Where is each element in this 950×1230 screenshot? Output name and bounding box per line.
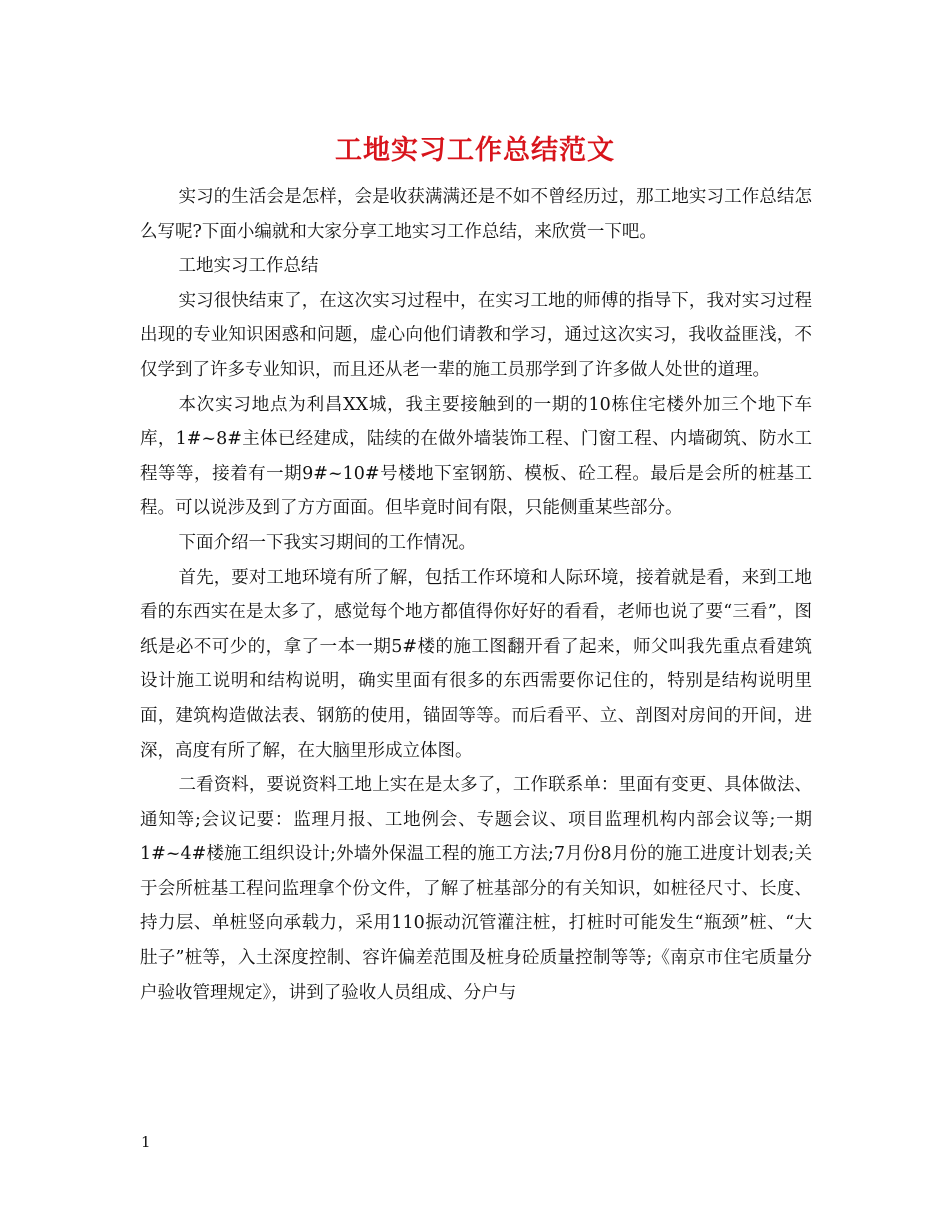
paragraph-subheading: 工地实习工作总结	[178, 256, 319, 277]
paragraph-intro: 实习的生活会是怎样，会是收获满满还是不如不曾经历过，那工地实习工作总结怎么写呢?下面小编就和大家分享工地实习工作总结，来欣赏一下吧。	[140, 187, 812, 242]
paragraph-work-intro: 下面介绍一下我实习期间的工作情况。	[178, 532, 476, 553]
paragraph-summary: 实习很快结束了，在这次实习过程中，在实习工地的师傅的指导下，我对实习过程出现的专业知识困惑和问题，虚心向他们请教和学习，通过这次实习，我收益匪浅，不仅学到了许多专业知识，而且还从老一辈的施工员那学到了许多做人处世的道理。	[140, 290, 812, 380]
page-number: 1	[141, 1133, 151, 1151]
paragraph-second-look: 二看资料，要说资料工地上实在是太多了，工作联系单：里面有变更、具体做法、通知等;会议记要：监理月报、工地例会、专题会议、项目监理机构内部会议等;一期1#~4#楼施工组织设计;外墙外保温工程的施工方法;7月份8月份的施工进度计划表;关于会所桩基工程问监理拿个份文件，了解了桩基部分的有关知识，如桩径尺寸、长度、持力层、单桩竖向承载力，采用110振动沉管灌注桩，打桩时可能发生“瓶颈”桩、“大肚子”桩等，入土深度控制、容许偏差范围及桩身砼质量控制等等;《南京市住宅质量分户验收管理规定》，讲到了验收人员组成、分户与	[140, 775, 812, 1003]
paragraph-first-look: 首先，要对工地环境有所了解，包括工作环境和人际环境，接着就是看，来到工地看的东西实在是太多了，感觉每个地方都值得你好好的看看，老师也说了要“三看”，图纸是必不可少的，拿了一本一期5#楼的施工图翻开看了起来，师父叫我先重点看建筑设计施工说明和结构说明，确实里面有很多的东西需要你记住的，特别是结构说明里面，建筑构造做法表、钢筋的使用，锚固等等。而后看平、立、剖图对房间的开间，进深，高度有所了解，在大脑里形成立体图。	[140, 567, 812, 761]
paragraph-location: 本次实习地点为利昌XX城，我主要接触到的一期的10栋住宅楼外加三个地下车库，1#~8#主体已经建成，陆续的在做外墙装饰工程、门窗工程、内墙砌筑、防水工程等等，接着有一期9#~10#号楼地下室钢筋、模板、砼工程。最后是会所的桩基工程。可以说涉及到了方方面面。但毕竟时间有限，只能侧重某些部分。	[140, 394, 812, 519]
document-body	[140, 180, 812, 1010]
page-title: 工地实习工作总结范文	[335, 135, 615, 166]
